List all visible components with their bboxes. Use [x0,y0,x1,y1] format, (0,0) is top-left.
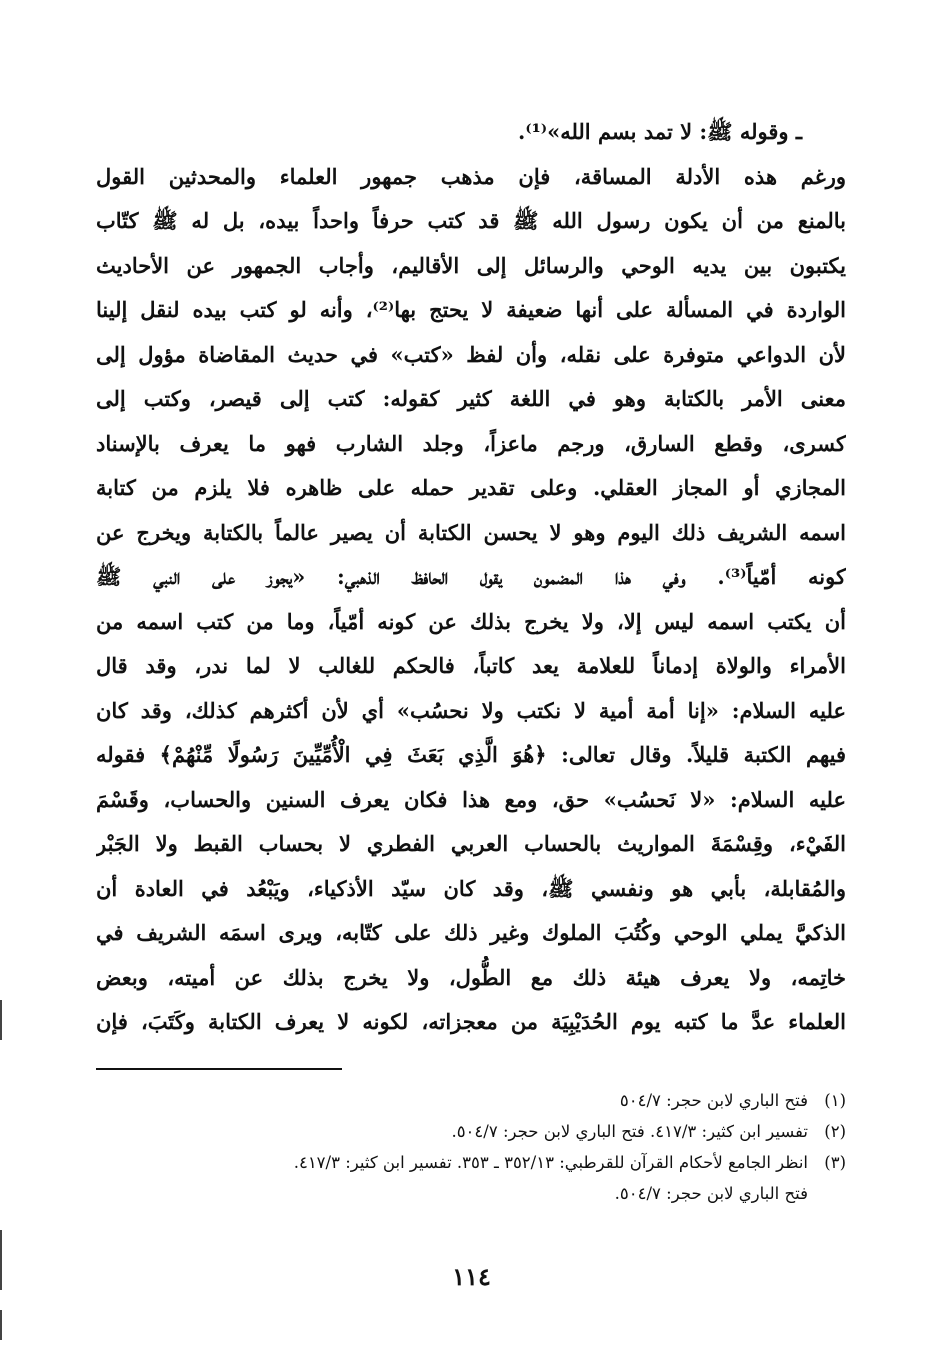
text-line: أن يكتب اسمه ليس إلا، ولا يخرج بذلك عن كونه أمّياً، وما من كتب اسمه من [96,608,846,634]
text-line: كونه أمّياً⁽³⁾. وفي هذا المضمون يقول الحافظ الذهبي: «يجوز على النبي ﷺ [96,564,846,589]
text-line: والمُقابلة، بأبي هو ونفسي ﷺ، وقد كان سيّد الأذكياء، ويَبْعُد في العادة أن [96,875,846,901]
text-line: الواردة في المسألة على أنها ضعيفة لا يحتج بها⁽²⁾، وأنه لو كتب بيده لنقل إلينا [96,297,846,322]
text-line: بالمنع من أن يكون رسول الله ﷺ قد كتب حرفاً واحداً بيده، بل له ﷺ كتّاب [96,208,846,233]
text-line: عليه السلام: «لا نَحسُب» حق، ومع هذا فكان يعرف السنين والحساب، وقَسْمَ [96,786,846,812]
text-line: المجازي أو المجاز العقلي. وعلى تقدير حمله على ظاهره فلا يلزم من كتابة [96,475,846,500]
text-line: لأن الدواعي متوفرة على نقله، وأن لفظ «كتب» في حديث المقاضاة مؤول إلى [96,341,846,367]
footnote-text: انظر الجامع لأحكام القرآن للقرطبي: ٣٥٢/١٣ ـ ٣٥٣. تفسير ابن كثير: ٤١٧/٣. [293,1153,808,1172]
footnotes [96,1085,846,1209]
text-line: يكتبون بين يديه الوحي والرسائل إلى الأقاليم، وأجاب الجمهور عن الأحاديث [96,252,846,278]
text-line: الأمراء والولاة إدماناً للعلامة يعد كاتباً، فالحكم للغالب لا لما ندر، وقد قال [96,653,846,678]
scan-edge-mark [0,1310,2,1340]
text-line: اسمه الشريف ذلك اليوم وهو لا يحسن الكتابة أن يصير عالماً بالكتابة ويخرج عن [96,519,846,545]
footnote [96,1085,846,1116]
text-line: عليه السلام: «إنا أمة أمية لا نكتب ولا نحسُب» أي لأن أكثرهم كذلك، وقد كان [96,697,846,723]
text-line: الذكيَّ يملي الوحي وكُتُبَ الملوك وغير ذلك على كتّابه، ويرى اسمَه الشريف في [96,920,846,945]
text-line: ـ وقوله ﷺ: لا تمد بسم الله»⁽¹⁾. [518,119,802,144]
text-line: العلماء عدَّ ما كتبه يوم الحُدَيْبِيَة من معجزاته، لكونه لا يعرف الكتابة وكَتَبَ، فإن [96,1009,846,1034]
footnote-number: (٢) [824,1122,846,1141]
footnote-text: فتح الباري لابن حجر: ٥٠٤/٧ [619,1091,808,1110]
text-line: معنى الأمر بالكتابة وهو في اللغة كثير كقوله: كتب إلى قيصر، وكتب إلى [96,386,846,411]
page-body [96,110,846,1045]
page-number: ١١٤ [452,1262,491,1291]
footnote-continuation [96,1178,846,1209]
text-line: فيهم الكتبة قليلاً. وقال تعالى: ﴿هُوَ الَّذِي بَعَثَ فِي الْأُمِّيِّينَ رَسُولًا مِّنْهُمْ﴾ فقوله [96,742,846,767]
scan-edge-mark [0,1000,2,1040]
footnote-text: فتح الباري لابن حجر: ٥٠٤/٧. [614,1184,808,1203]
scan-edge-mark [0,1230,2,1290]
footnote [96,1147,846,1178]
footnote-number: (١) [824,1091,846,1110]
text-line: الفَيْء، وقِسْمَةَ المواريث بالحساب العربي الفطري لا بحساب القبط ولا الجَبْر [96,831,846,856]
text-line: ورغم هذه الأدلة المساقة، فإن مذهب جمهور العلماء والمحدثين القول [96,163,846,189]
footnote [96,1116,846,1147]
footnote-number: (٣) [824,1153,846,1172]
footnote-divider [96,1068,342,1070]
text-line: كسرى، وقطع السارق، ورجم ماعزاً، وجلد الشارب فهو ما يعرف بالإسناد [96,430,846,456]
main-text [96,110,846,1045]
footnote-text: تفسير ابن كثير: ٤١٧/٣. فتح الباري لابن حجر: ٥٠٤/٧. [451,1122,808,1141]
text-line: خاتِمه، ولا يعرف هيئة ذلك مع الطُّول، ولا يخرج بذلك عن أميته، وبعض [96,964,846,990]
